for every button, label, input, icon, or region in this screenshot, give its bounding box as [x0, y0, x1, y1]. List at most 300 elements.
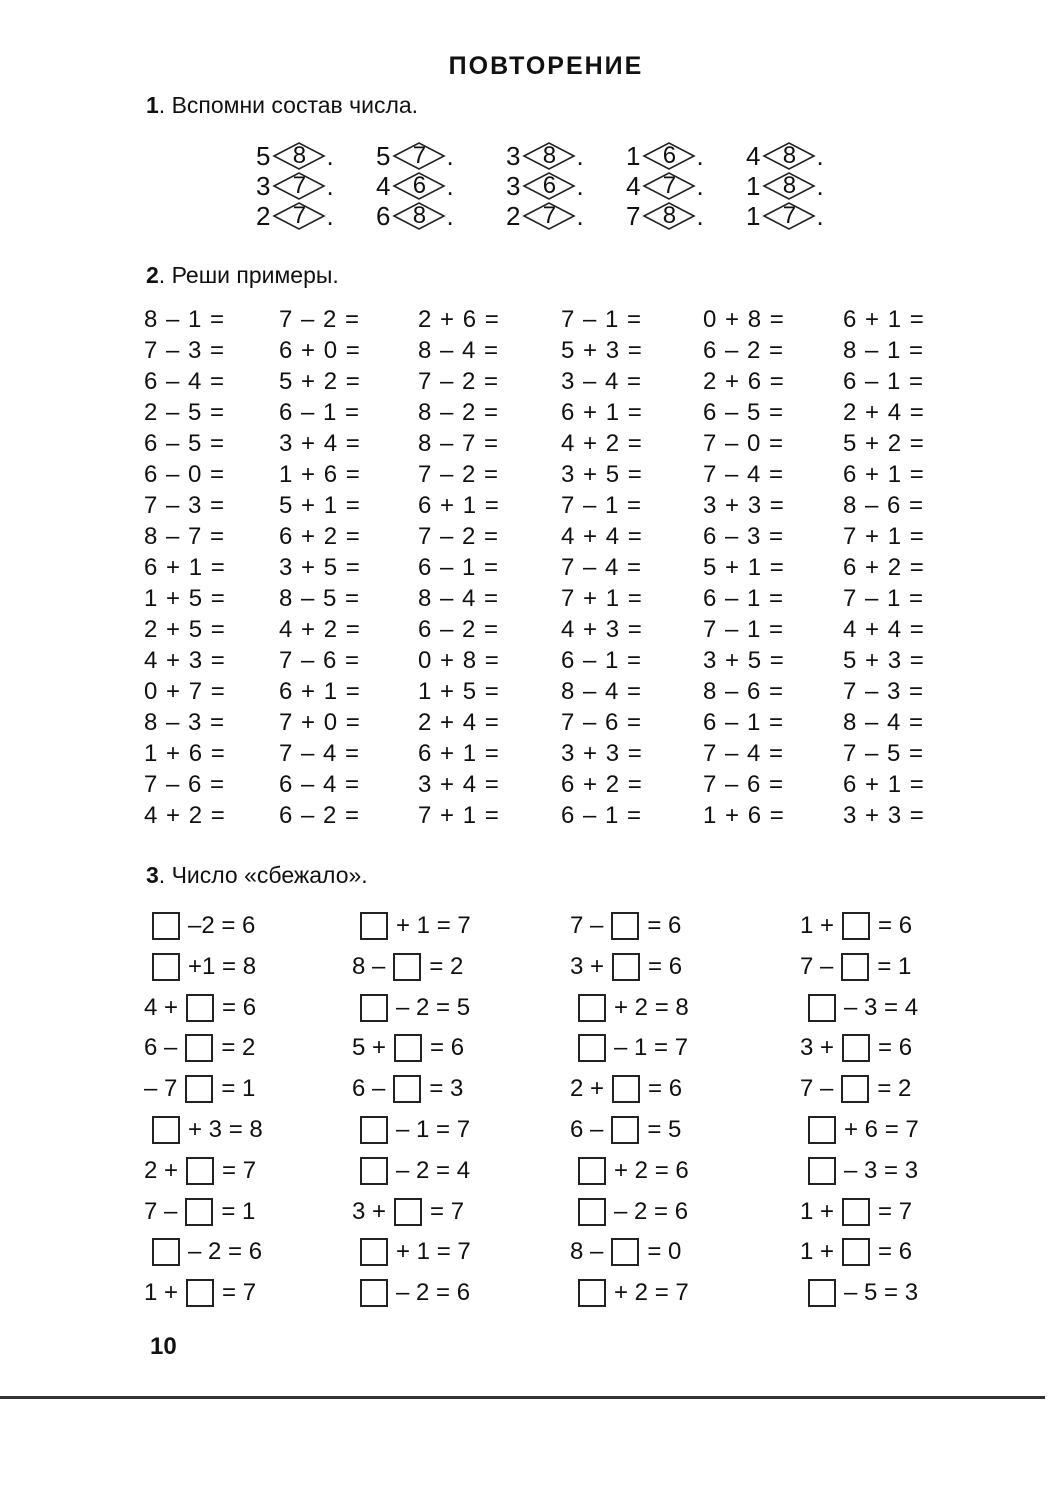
example-expression[interactable]: 0 + 8 = — [703, 306, 785, 333]
example-expression[interactable]: 7 – 2 = — [279, 306, 361, 333]
equation-suffix: = 6 — [648, 952, 683, 980]
answer-box[interactable] — [842, 1034, 870, 1062]
equation-suffix: – 2 = 5 — [396, 993, 471, 1021]
answer-box[interactable] — [185, 1034, 213, 1062]
example-expression[interactable]: 8 – 1 = — [843, 337, 925, 364]
answer-box[interactable] — [842, 1198, 870, 1226]
equation-suffix: – 1 = 7 — [396, 1116, 471, 1143]
missing-number-equation — [144, 951, 256, 983]
missing-number-equation — [144, 1277, 256, 1309]
example-expression[interactable]: 3 + 3 = — [703, 492, 785, 519]
missing-number-equation — [800, 951, 911, 983]
example-expression[interactable]: 8 – 5 = — [279, 585, 361, 612]
diamond-shape — [762, 171, 816, 201]
missing-number-equation — [800, 1277, 918, 1309]
example-expression[interactable]: 5 + 3 = — [561, 337, 643, 364]
composition-item — [506, 200, 584, 232]
composition-part: 5 — [256, 140, 271, 171]
example-expression[interactable]: 6 + 1 = — [418, 740, 500, 767]
equation-prefix: 7 – — [570, 912, 604, 939]
diamond-shape — [272, 171, 326, 201]
example-expression[interactable]: 1 + 6 = — [279, 461, 361, 488]
example-expression[interactable]: 7 – 6 = — [144, 771, 226, 798]
example-expression[interactable]: 8 – 4 = — [418, 585, 500, 612]
equation-suffix: = 6 — [878, 1034, 913, 1062]
example-expression[interactable]: 3 + 3 = — [561, 740, 643, 767]
composition-total: 6 — [662, 142, 677, 169]
composition-total: 7 — [782, 202, 797, 229]
composition-dot: . — [696, 170, 704, 201]
missing-number-equation — [144, 1032, 255, 1064]
composition-part: 1 — [626, 140, 641, 171]
equation-suffix: = 2 — [221, 1034, 256, 1062]
equation-prefix: 3 + — [570, 952, 605, 980]
missing-number-equation — [352, 1032, 464, 1064]
example-expression[interactable]: 3 + 5 = — [279, 554, 361, 581]
example-expression[interactable]: 2 + 5 = — [144, 616, 226, 643]
equation-suffix: –2 = 6 — [188, 912, 256, 939]
answer-box[interactable] — [186, 994, 214, 1022]
equation-suffix: = 6 — [878, 1238, 913, 1266]
equation-suffix: + 1 = 7 — [396, 912, 471, 939]
diamond-shape — [272, 201, 326, 231]
example-expression[interactable]: 6 + 2 = — [843, 554, 925, 581]
equation-prefix: 1 + — [144, 1279, 179, 1307]
example-expression[interactable]: 7 – 2 = — [418, 461, 500, 488]
composition-part: 3 — [506, 140, 521, 171]
example-expression[interactable]: 3 + 4 = — [418, 771, 500, 798]
example-expression[interactable]: 7 – 4 = — [703, 740, 785, 767]
example-expression[interactable]: 6 + 1 = — [843, 771, 925, 798]
diamond-shape — [642, 201, 696, 231]
equation-suffix: = 0 — [647, 1238, 682, 1266]
missing-number-equation — [800, 992, 918, 1024]
example-expression[interactable]: 6 – 1 = — [843, 368, 925, 395]
answer-box[interactable] — [841, 953, 869, 981]
example-expression[interactable]: 7 + 0 = — [279, 709, 361, 736]
composition-item — [746, 170, 824, 202]
example-expression[interactable]: 4 + 2 = — [279, 616, 361, 643]
equation-prefix: 2 + — [570, 1075, 605, 1103]
equation-suffix: = 1 — [221, 1075, 256, 1103]
example-expression[interactable]: 6 – 4 = — [144, 368, 226, 395]
example-expression[interactable]: 8 – 4 = — [843, 709, 925, 736]
example-expression[interactable]: 5 + 3 = — [843, 647, 925, 674]
answer-box[interactable] — [152, 1116, 180, 1144]
equation-suffix: – 2 = 6 — [188, 1238, 263, 1266]
answer-box[interactable] — [578, 1157, 606, 1185]
missing-number-equation — [352, 1073, 463, 1105]
composition-part: 6 — [376, 200, 391, 231]
example-expression[interactable]: 6 – 2 = — [279, 802, 361, 829]
equation-prefix: 1 + — [800, 1197, 835, 1225]
missing-number-equation — [570, 992, 689, 1024]
composition-item — [746, 140, 824, 172]
missing-number-equation — [570, 1114, 681, 1146]
example-expression[interactable]: 6 + 1 = — [843, 461, 925, 488]
answer-box[interactable] — [152, 912, 180, 940]
composition-total: 8 — [662, 202, 677, 229]
equation-suffix: + 6 = 7 — [844, 1116, 919, 1143]
composition-item — [506, 140, 584, 172]
missing-number-equation — [570, 1155, 689, 1187]
equation-prefix: 3 + — [800, 1034, 835, 1062]
missing-number-equation — [800, 1155, 918, 1187]
equation-suffix: = 6 — [222, 993, 257, 1021]
example-expression[interactable]: 7 – 5 = — [843, 740, 925, 767]
composition-total: 6 — [412, 172, 427, 199]
composition-item — [376, 140, 454, 172]
composition-total: 7 — [412, 142, 427, 169]
missing-number-equation — [570, 910, 681, 942]
missing-number-equation — [800, 1236, 912, 1268]
equation-suffix: = 3 — [429, 1075, 464, 1103]
missing-number-equation — [570, 951, 682, 983]
equation-prefix: 6 – — [570, 1116, 604, 1143]
example-expression[interactable]: 2 + 4 = — [418, 709, 500, 736]
equation-suffix: + 3 = 8 — [188, 1116, 263, 1143]
missing-number-equation — [352, 1236, 471, 1268]
equation-prefix: 7 – — [144, 1197, 178, 1225]
answer-box[interactable] — [842, 1238, 870, 1266]
missing-number-equation — [352, 1155, 470, 1187]
task2-heading — [146, 262, 339, 289]
example-expression[interactable]: 7 + 1 = — [843, 523, 925, 550]
missing-number-equation — [800, 1073, 911, 1105]
equation-suffix: = 7 — [222, 1156, 257, 1184]
example-expression[interactable]: 8 – 3 = — [144, 709, 226, 736]
example-expression[interactable]: 1 + 5 = — [144, 585, 226, 612]
equation-suffix: – 2 = 6 — [614, 1197, 689, 1225]
example-expression[interactable]: 8 – 7 = — [418, 430, 500, 457]
example-expression[interactable]: 3 + 5 = — [703, 647, 785, 674]
composition-dot: . — [446, 200, 454, 231]
answer-box[interactable] — [612, 953, 640, 981]
answer-box[interactable] — [612, 1075, 640, 1103]
composition-dot: . — [816, 170, 824, 201]
equation-prefix: 1 + — [800, 912, 835, 939]
example-expression[interactable]: 2 + 6 = — [418, 306, 500, 333]
composition-dot: . — [816, 200, 824, 231]
example-expression[interactable]: 4 + 2 = — [561, 430, 643, 457]
composition-item — [256, 170, 334, 202]
composition-dot: . — [576, 140, 584, 171]
equation-suffix: = 2 — [429, 952, 464, 980]
composition-part: 3 — [256, 170, 271, 201]
equation-prefix: 2 + — [144, 1156, 179, 1184]
example-expression[interactable]: 1 + 5 = — [418, 678, 500, 705]
equation-suffix: + 2 = 6 — [614, 1156, 689, 1184]
example-expression[interactable]: 7 – 6 = — [703, 771, 785, 798]
equation-suffix: = 6 — [430, 1034, 465, 1062]
missing-number-equation — [352, 1277, 470, 1309]
example-expression[interactable]: 2 + 6 = — [703, 368, 785, 395]
example-expression[interactable]: 6 – 1 = — [561, 802, 643, 829]
task1-text: . Вспомни состав числа. — [158, 92, 419, 118]
example-expression[interactable]: 6 + 1 = — [418, 492, 500, 519]
equation-suffix: = 6 — [648, 1075, 683, 1103]
example-expression[interactable]: 2 + 4 = — [843, 399, 925, 426]
example-expression[interactable]: 0 + 7 = — [144, 678, 226, 705]
composition-total: 8 — [782, 142, 797, 169]
task1-number: 1 — [146, 92, 159, 118]
composition-total: 7 — [292, 202, 307, 229]
example-expression[interactable]: 7 – 4 = — [279, 740, 361, 767]
equation-suffix: – 1 = 7 — [614, 1034, 689, 1062]
answer-box[interactable] — [186, 1279, 214, 1307]
answer-box[interactable] — [611, 1116, 639, 1144]
example-expression[interactable]: 6 – 0 = — [144, 461, 226, 488]
example-expression[interactable]: 7 – 6 = — [561, 709, 643, 736]
example-expression[interactable]: 3 + 4 = — [279, 430, 361, 457]
answer-box[interactable] — [611, 1238, 639, 1266]
equation-prefix: – 7 — [144, 1075, 178, 1103]
equation-prefix: 8 – — [352, 952, 386, 980]
example-expression[interactable]: 7 – 3 = — [843, 678, 925, 705]
example-expression[interactable]: 5 + 2 = — [279, 368, 361, 395]
answer-box[interactable] — [152, 1238, 180, 1266]
answer-box[interactable] — [185, 1075, 213, 1103]
answer-box[interactable] — [578, 1198, 606, 1226]
diamond-shape — [272, 141, 326, 171]
composition-total: 8 — [542, 142, 557, 169]
example-expression[interactable]: 2 – 5 = — [144, 399, 226, 426]
composition-item — [746, 200, 824, 232]
page-title: ПОВТОРЕНИЕ — [448, 52, 644, 80]
answer-box[interactable] — [360, 1279, 388, 1307]
equation-suffix: = 7 — [222, 1279, 257, 1307]
answer-box[interactable] — [611, 912, 639, 940]
example-expression[interactable]: 8 – 6 = — [703, 678, 785, 705]
example-expression[interactable]: 7 – 1 = — [561, 306, 643, 333]
composition-part: 1 — [746, 170, 761, 201]
example-expression[interactable]: 6 – 2 = — [703, 337, 785, 364]
example-expression[interactable]: 7 – 2 = — [418, 368, 500, 395]
answer-box[interactable] — [578, 994, 606, 1022]
example-expression[interactable]: 6 – 1 = — [279, 399, 361, 426]
answer-box[interactable] — [360, 1116, 388, 1144]
missing-number-equation — [570, 1032, 688, 1064]
missing-number-equation — [570, 1073, 682, 1105]
composition-total: 8 — [782, 172, 797, 199]
example-expression[interactable]: 6 – 4 = — [279, 771, 361, 798]
equation-suffix: +1 = 8 — [188, 952, 257, 980]
equation-suffix: = 6 — [647, 912, 682, 939]
composition-total: 7 — [292, 172, 307, 199]
answer-box[interactable] — [842, 912, 870, 940]
composition-dot: . — [326, 200, 334, 231]
task3-text: . Число «сбежало». — [158, 862, 368, 888]
equation-suffix: + 1 = 7 — [396, 1238, 471, 1266]
answer-box[interactable] — [808, 994, 836, 1022]
equation-suffix: – 3 = 4 — [844, 993, 919, 1021]
composition-part: 4 — [746, 140, 761, 171]
diamond-shape — [762, 201, 816, 231]
equation-suffix: = 7 — [878, 1197, 913, 1225]
example-expression[interactable]: 3 + 5 = — [561, 461, 643, 488]
missing-number-equation — [352, 1114, 470, 1146]
example-expression[interactable]: 6 + 1 = — [561, 399, 643, 426]
equation-suffix: + 2 = 7 — [614, 1279, 689, 1307]
missing-number-equation — [144, 910, 255, 942]
example-expression[interactable]: 6 – 2 = — [418, 616, 500, 643]
example-expression[interactable]: 6 + 2 = — [279, 523, 361, 550]
example-expression[interactable]: 5 + 1 = — [279, 492, 361, 519]
composition-dot: . — [446, 140, 454, 171]
answer-box[interactable] — [808, 1279, 836, 1307]
composition-part: 7 — [626, 200, 641, 231]
example-expression[interactable]: 1 + 6 = — [144, 740, 226, 767]
example-expression[interactable]: 7 + 1 = — [561, 585, 643, 612]
example-expression[interactable]: 7 – 4 = — [561, 554, 643, 581]
example-expression[interactable]: 8 – 4 = — [418, 337, 500, 364]
example-expression[interactable]: 4 + 3 = — [561, 616, 643, 643]
answer-box[interactable] — [393, 1075, 421, 1103]
example-expression[interactable]: 8 – 2 = — [418, 399, 500, 426]
missing-number-equation — [352, 951, 463, 983]
example-expression[interactable]: 8 – 4 = — [561, 678, 643, 705]
diamond-shape — [642, 141, 696, 171]
example-expression[interactable]: 6 + 1 = — [144, 554, 226, 581]
example-expression[interactable]: 4 + 4 = — [561, 523, 643, 550]
example-expression[interactable]: 4 + 2 = — [144, 802, 226, 829]
example-expression[interactable]: 5 + 1 = — [703, 554, 785, 581]
composition-dot: . — [326, 170, 334, 201]
equation-prefix: 7 – — [800, 1075, 834, 1103]
example-expression[interactable]: 7 – 3 = — [144, 492, 226, 519]
example-expression[interactable]: 6 – 1 = — [561, 647, 643, 674]
example-expression[interactable]: 5 + 2 = — [843, 430, 925, 457]
example-expression[interactable]: 3 – 4 = — [561, 368, 643, 395]
example-expression[interactable]: 6 + 0 = — [279, 337, 361, 364]
composition-total: 7 — [662, 172, 677, 199]
example-expression[interactable]: 6 – 5 = — [703, 399, 785, 426]
example-expression[interactable]: 3 + 3 = — [843, 802, 925, 829]
answer-box[interactable] — [360, 1238, 388, 1266]
composition-part: 1 — [746, 200, 761, 231]
missing-number-equation — [570, 1196, 688, 1228]
composition-total: 6 — [542, 172, 557, 199]
example-expression[interactable]: 4 + 3 = — [144, 647, 226, 674]
example-expression[interactable]: 7 + 1 = — [418, 802, 500, 829]
answer-box[interactable] — [360, 912, 388, 940]
answer-box[interactable] — [394, 1034, 422, 1062]
diamond-shape — [392, 201, 446, 231]
diamond-shape — [522, 201, 576, 231]
composition-item — [376, 170, 454, 202]
composition-item — [256, 200, 334, 232]
answer-box[interactable] — [578, 1279, 606, 1307]
answer-box[interactable] — [360, 994, 388, 1022]
answer-box[interactable] — [185, 1198, 213, 1226]
example-expression[interactable]: 6 + 2 = — [561, 771, 643, 798]
composition-dot: . — [576, 200, 584, 231]
answer-box[interactable] — [393, 953, 421, 981]
missing-number-equation — [800, 910, 912, 942]
composition-dot: . — [446, 170, 454, 201]
equation-suffix: – 3 = 3 — [844, 1156, 919, 1184]
composition-dot: . — [696, 200, 704, 231]
example-expression[interactable]: 8 – 1 = — [144, 306, 226, 333]
example-expression[interactable]: 7 – 2 = — [418, 523, 500, 550]
example-expression[interactable]: 7 – 6 = — [279, 647, 361, 674]
equation-suffix: = 1 — [221, 1197, 256, 1225]
example-expression[interactable]: 0 + 8 = — [418, 647, 500, 674]
composition-item — [626, 140, 704, 172]
example-expression[interactable]: 6 – 3 = — [703, 523, 785, 550]
page-bottom-rule — [0, 1396, 1045, 1399]
example-expression[interactable]: 7 – 3 = — [144, 337, 226, 364]
composition-item — [626, 200, 704, 232]
answer-box[interactable] — [186, 1157, 214, 1185]
diamond-shape — [392, 141, 446, 171]
equation-prefix: 6 – — [352, 1075, 386, 1103]
equation-suffix: = 5 — [647, 1116, 682, 1143]
equation-suffix: = 2 — [877, 1075, 912, 1103]
example-expression[interactable]: 8 – 7 = — [144, 523, 226, 550]
example-expression[interactable]: 7 – 4 = — [703, 461, 785, 488]
example-expression[interactable]: 6 + 1 = — [279, 678, 361, 705]
composition-dot: . — [576, 170, 584, 201]
composition-part: 4 — [626, 170, 641, 201]
equation-prefix: 7 – — [800, 952, 834, 980]
diamond-shape — [522, 171, 576, 201]
example-expression[interactable]: 8 – 6 = — [843, 492, 925, 519]
composition-total: 8 — [412, 202, 427, 229]
diamond-shape — [522, 141, 576, 171]
example-expression[interactable]: 7 – 0 = — [703, 430, 785, 457]
equation-suffix: + 2 = 8 — [614, 993, 689, 1021]
equation-prefix: 1 + — [800, 1238, 835, 1266]
example-expression[interactable]: 6 – 1 = — [418, 554, 500, 581]
composition-item — [376, 200, 454, 232]
missing-number-equation — [570, 1277, 689, 1309]
diamond-shape — [762, 141, 816, 171]
task2-number: 2 — [146, 262, 159, 288]
example-expression[interactable]: 6 + 1 = — [843, 306, 925, 333]
answer-box[interactable] — [808, 1157, 836, 1185]
diamond-shape — [642, 171, 696, 201]
equation-prefix: 4 + — [144, 993, 179, 1021]
answer-box[interactable] — [578, 1034, 606, 1062]
composition-dot: . — [326, 140, 334, 171]
example-expression[interactable]: 1 + 6 = — [703, 802, 785, 829]
answer-box[interactable] — [394, 1198, 422, 1226]
composition-item — [256, 140, 334, 172]
example-expression[interactable]: 7 – 1 = — [843, 585, 925, 612]
example-expression[interactable]: 7 – 1 = — [703, 616, 785, 643]
answer-box[interactable] — [808, 1116, 836, 1144]
task3-heading — [146, 862, 368, 889]
missing-number-equation — [570, 1236, 681, 1268]
equation-prefix: 6 – — [144, 1034, 178, 1062]
example-expression[interactable]: 6 – 5 = — [144, 430, 226, 457]
example-expression[interactable]: 6 – 1 = — [703, 709, 785, 736]
composition-total: 7 — [542, 202, 557, 229]
equation-suffix: = 6 — [878, 912, 913, 939]
missing-number-equation — [144, 1196, 255, 1228]
composition-part: 4 — [376, 170, 391, 201]
example-expression[interactable]: 7 – 1 = — [561, 492, 643, 519]
missing-number-equation — [800, 1032, 912, 1064]
composition-item — [506, 170, 584, 202]
missing-number-equation — [144, 992, 256, 1024]
answer-box[interactable] — [841, 1075, 869, 1103]
answer-box[interactable] — [360, 1157, 388, 1185]
example-expression[interactable]: 4 + 4 = — [843, 616, 925, 643]
answer-box[interactable] — [152, 953, 180, 981]
example-expression[interactable]: 6 – 1 = — [703, 585, 785, 612]
